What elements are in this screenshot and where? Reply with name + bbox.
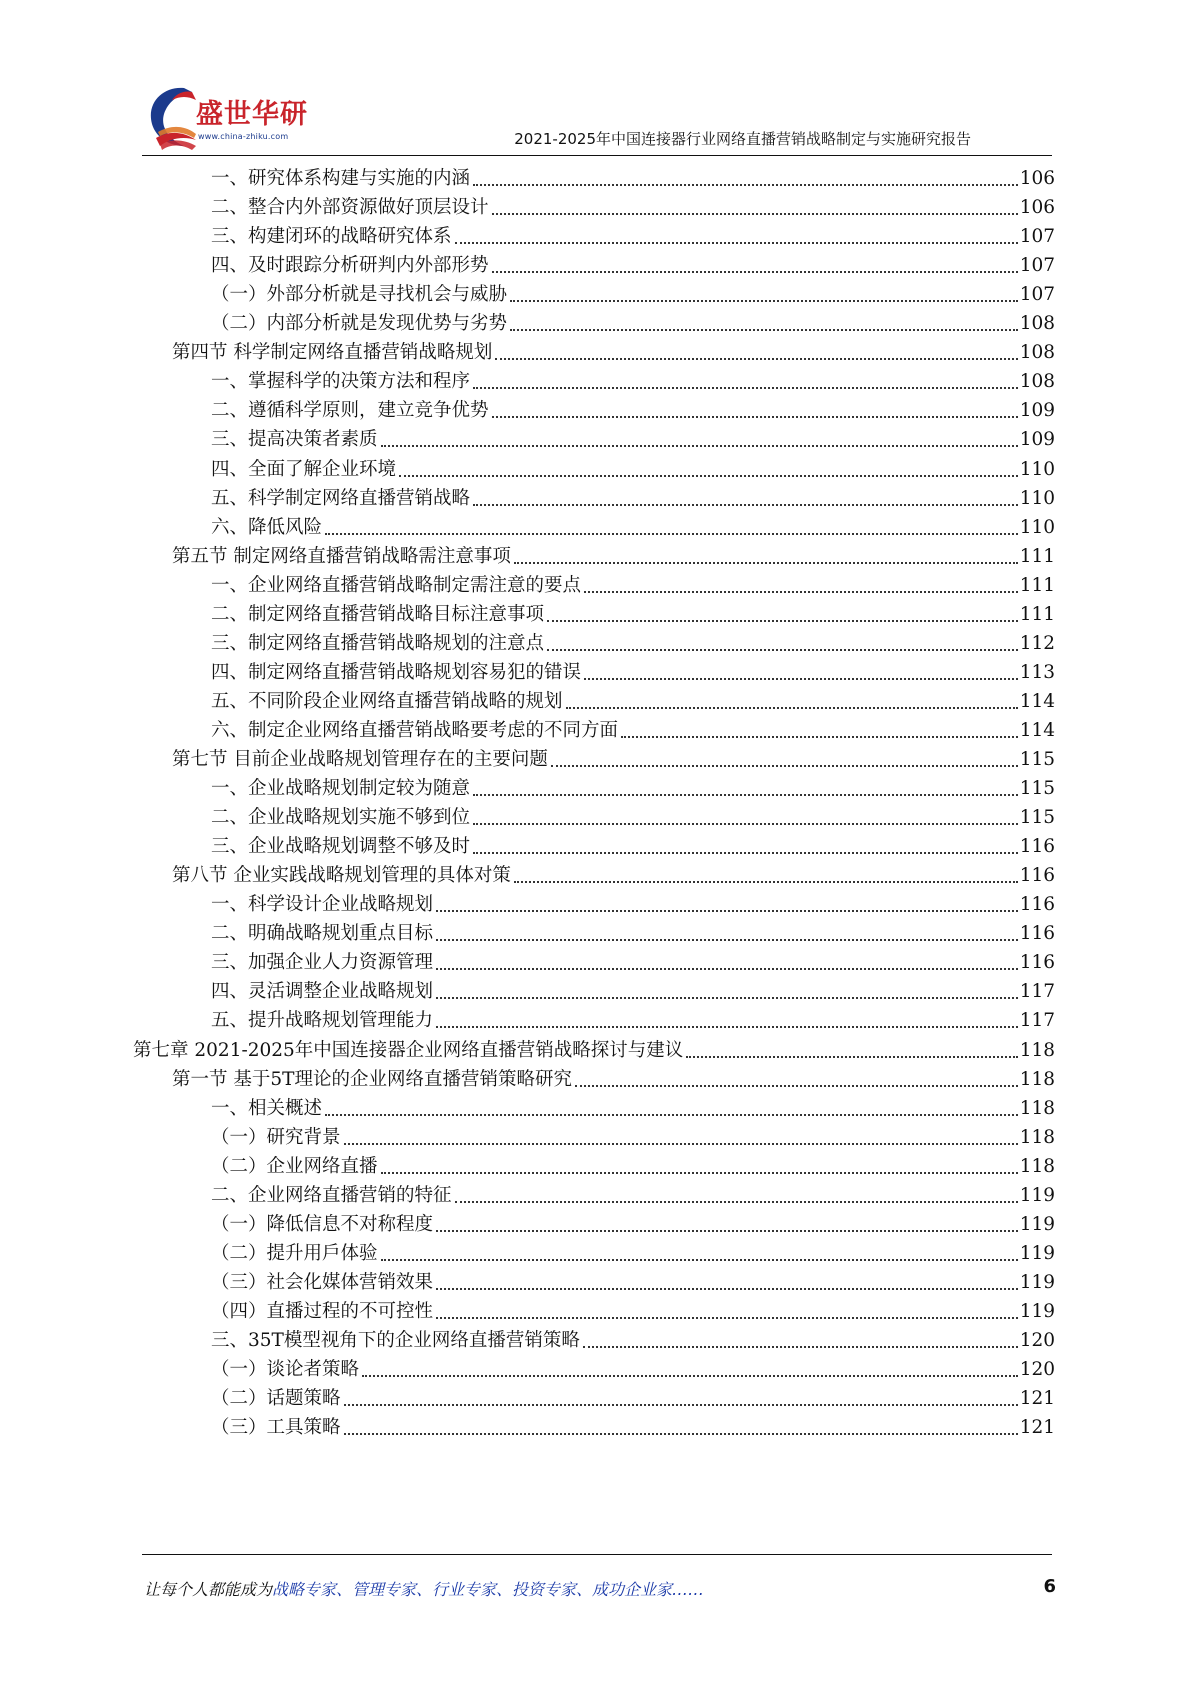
toc-entry[interactable] xyxy=(211,1264,1055,1295)
toc-entry-page: 110 xyxy=(1019,516,1055,538)
toc-dot-leader xyxy=(436,968,1018,970)
toc-entry-title: 第四节 科学制定网络直播营销战略规划 xyxy=(172,342,493,364)
document-title: 2021-2025年中国连接器行业网络直播营销战略制定与实施研究报告 xyxy=(514,130,971,148)
toc-dot-leader xyxy=(551,765,1018,767)
toc-entry[interactable] xyxy=(211,160,1055,191)
toc-entry-title: （三）工具策略 xyxy=(211,1417,341,1439)
toc-entry-title: 第五节 制定网络直播营销战略需注意事项 xyxy=(172,545,511,567)
toc-entry-page: 116 xyxy=(1019,952,1055,974)
toc-entry-page: 118 xyxy=(1019,1097,1055,1119)
toc-entry-page: 115 xyxy=(1019,749,1055,770)
header-divider xyxy=(142,155,1052,156)
toc-entry-title: 一、科学设计企业战略规划 xyxy=(211,894,434,916)
toc-dot-leader xyxy=(436,939,1018,941)
toc-entry-title: 一、相关概述 xyxy=(211,1097,323,1119)
toc-entry[interactable] xyxy=(211,915,1055,946)
toc-entry-page: 111 xyxy=(1019,545,1055,567)
toc-dot-leader xyxy=(381,1172,1018,1174)
toc-dot-leader xyxy=(344,1143,1018,1145)
toc-entry-title: 二、企业战略规划实施不够到位 xyxy=(211,807,471,829)
toc-entry-page: 119 xyxy=(1019,1184,1055,1206)
toc-entry-page: 111 xyxy=(1019,603,1055,625)
footer-slogan xyxy=(144,1577,1054,1603)
toc-entry-page: 117 xyxy=(1019,981,1055,1003)
toc-entry[interactable] xyxy=(211,218,1055,249)
toc-entry[interactable] xyxy=(211,886,1055,917)
toc-entry-title: 五、提升战略规划管理能力 xyxy=(211,1010,434,1032)
footer-divider xyxy=(142,1554,1052,1555)
toc-dot-leader xyxy=(686,1056,1017,1058)
toc-entry-title: （一）研究背景 xyxy=(211,1126,341,1148)
footer-roles: 战略专家、管理专家、行业专家、投资专家、成功企业家…… xyxy=(272,1580,705,1599)
toc-entry-page: 119 xyxy=(1019,1242,1055,1264)
toc-dot-leader xyxy=(510,329,1018,331)
toc-entry-title: 二、遵循科学原则，建立竞争优势 xyxy=(211,400,489,422)
toc-dot-leader xyxy=(473,852,1018,854)
toc-entry-title: （二）话题策略 xyxy=(211,1388,341,1410)
toc-dot-leader xyxy=(514,881,1018,883)
toc-entry-page: 115 xyxy=(1019,807,1055,829)
toc-entry-page: 108 xyxy=(1019,342,1055,364)
toc-dot-leader xyxy=(399,475,1018,477)
toc-entry[interactable] xyxy=(211,1322,1055,1353)
toc-entry[interactable] xyxy=(211,1409,1055,1440)
toc-dot-leader xyxy=(436,1026,1018,1028)
toc-dot-leader xyxy=(492,271,1018,273)
toc-entry-page: 121 xyxy=(1019,1388,1055,1410)
toc-dot-leader xyxy=(455,1201,1018,1203)
toc-entry-page: 120 xyxy=(1019,1359,1055,1381)
toc-entry[interactable] xyxy=(211,712,1055,743)
toc-dot-leader xyxy=(473,184,1018,186)
toc-dot-leader xyxy=(547,649,1018,651)
toc-entry[interactable] xyxy=(172,857,1055,888)
toc-entry-title: 第七章 2021-2025年中国连接器企业网络直播营销战略探讨与建议 xyxy=(133,1039,684,1061)
toc-entry-title: 二、制定网络直播营销战略目标注意事项 xyxy=(211,603,545,625)
toc-entry-page: 120 xyxy=(1019,1330,1055,1351)
toc-entry-title: 一、企业网络直播营销战略制定需注意的要点 xyxy=(211,574,582,596)
toc-entry[interactable] xyxy=(211,770,1055,801)
toc-entry-page: 107 xyxy=(1019,255,1055,277)
toc-entry-title: 三、提高决策者素质 xyxy=(211,429,378,451)
toc-entry-page: 108 xyxy=(1019,313,1055,335)
page-number: 6 xyxy=(1043,1576,1056,1597)
toc-entry[interactable] xyxy=(211,944,1055,975)
toc-dot-leader xyxy=(495,358,1017,360)
toc-entry-title: （二）内部分析就是发现优势与劣势 xyxy=(211,313,508,335)
toc-entry-title: （二）提升用戶体验 xyxy=(211,1242,378,1264)
toc-dot-leader xyxy=(514,562,1018,564)
toc-entry[interactable] xyxy=(172,538,1055,569)
toc-entry-page: 118 xyxy=(1019,1068,1055,1090)
toc-entry-page: 108 xyxy=(1019,371,1055,393)
toc-dot-leader xyxy=(583,1346,1018,1348)
toc-dot-leader xyxy=(621,736,1018,738)
toc-dot-leader xyxy=(436,1288,1018,1290)
toc-dot-leader xyxy=(436,1230,1018,1232)
toc-entry[interactable] xyxy=(211,973,1055,1004)
toc-entry-title: 六、制定企业网络直播营销战略要考虑的不同方面 xyxy=(211,719,619,741)
toc-entry[interactable] xyxy=(211,654,1055,685)
toc-entry-title: 五、科学制定网络直播营销战略 xyxy=(211,487,471,509)
toc-dot-leader xyxy=(436,910,1018,912)
toc-entry-title: （三）社会化媒体营销效果 xyxy=(211,1271,434,1293)
toc-entry-page: 119 xyxy=(1019,1271,1055,1293)
toc-entry-page: 107 xyxy=(1019,226,1055,248)
toc-entry[interactable] xyxy=(211,305,1055,336)
toc-entry[interactable] xyxy=(211,799,1055,830)
toc-entry-page: 114 xyxy=(1019,719,1055,741)
toc-entry-title: （二）企业网络直播 xyxy=(211,1155,378,1177)
toc-entry[interactable] xyxy=(211,1380,1055,1411)
footer-lead: 让每个人都能成为 xyxy=(144,1580,273,1599)
toc-entry[interactable] xyxy=(211,1177,1055,1208)
toc-entry-page: 114 xyxy=(1019,690,1055,712)
toc-entry-page: 107 xyxy=(1019,284,1055,306)
toc-entry-page: 110 xyxy=(1019,458,1055,480)
toc-dot-leader xyxy=(584,591,1018,593)
toc-entry[interactable] xyxy=(211,596,1055,627)
toc-entry[interactable] xyxy=(211,1235,1055,1266)
toc-entry-title: 第八节 企业实践战略规划管理的具体对策 xyxy=(172,865,511,887)
toc-entry-page: 121 xyxy=(1019,1417,1055,1439)
toc-entry-page: 113 xyxy=(1019,661,1055,683)
toc-dot-leader xyxy=(473,504,1018,506)
toc-entry-title: 二、明确战略规划重点目标 xyxy=(211,923,434,945)
toc-entry-page: 109 xyxy=(1019,400,1055,422)
toc-entry[interactable] xyxy=(172,334,1055,365)
toc-entry[interactable] xyxy=(211,625,1055,656)
toc-dot-leader xyxy=(492,416,1018,418)
toc-entry[interactable] xyxy=(211,1206,1055,1237)
toc-entry-page: 118 xyxy=(1019,1039,1055,1061)
logo-name: 盛世华研 xyxy=(196,99,308,130)
toc-entry-page: 118 xyxy=(1019,1155,1055,1177)
toc-dot-leader xyxy=(547,620,1018,622)
toc-entry[interactable] xyxy=(211,1148,1055,1179)
toc-entry-title: 三、35T模型视角下的企业网络直播营销策略 xyxy=(211,1330,580,1351)
toc-entry-page: 106 xyxy=(1019,197,1055,219)
toc-entry-title: 三、企业战略规划调整不够及时 xyxy=(211,836,471,858)
toc-entry-title: 四、及时跟踪分析研判内外部形势 xyxy=(211,255,489,277)
toc-entry-title: 第一节 基于5T理论的企业网络直播营销策略研究 xyxy=(172,1068,572,1090)
toc-entry-page: 115 xyxy=(1019,778,1055,800)
toc-entry-page: 116 xyxy=(1019,836,1055,858)
toc-entry[interactable] xyxy=(211,189,1055,220)
toc-entry[interactable] xyxy=(172,1061,1055,1092)
toc-entry[interactable] xyxy=(211,392,1055,423)
toc-entry[interactable] xyxy=(211,567,1055,598)
toc-entry-page: 109 xyxy=(1019,429,1055,451)
toc-entry-title: 二、整合内外部资源做好顶层设计 xyxy=(211,197,489,219)
toc-dot-leader xyxy=(436,997,1018,999)
toc-entry-page: 117 xyxy=(1019,1010,1055,1032)
toc-entry-title: （四）直播过程的不可控性 xyxy=(211,1300,434,1322)
toc-dot-leader xyxy=(362,1375,1018,1377)
toc-entry[interactable] xyxy=(211,1293,1055,1324)
toc-entry[interactable] xyxy=(211,1002,1055,1033)
toc-entry-title: 一、企业战略规划制定较为随意 xyxy=(211,778,471,800)
toc-entry-title: 三、构建闭环的战略研究体系 xyxy=(211,226,452,248)
toc-entry[interactable] xyxy=(211,276,1055,307)
toc-dot-leader xyxy=(566,707,1018,709)
toc-entry[interactable] xyxy=(211,451,1055,482)
toc-entry-title: 二、企业网络直播营销的特征 xyxy=(211,1184,452,1206)
toc-entry-page: 112 xyxy=(1019,632,1055,654)
toc-entry[interactable] xyxy=(211,421,1055,452)
toc-dot-leader xyxy=(473,387,1018,389)
toc-entry-title: 三、加强企业人力资源管理 xyxy=(211,952,434,974)
toc-dot-leader xyxy=(584,678,1018,680)
toc-dot-leader xyxy=(325,1114,1018,1116)
toc-entry-page: 118 xyxy=(1019,1126,1055,1148)
toc-entry-title: 五、不同阶段企业网络直播营销战略的规划 xyxy=(211,690,563,712)
toc-entry-page: 116 xyxy=(1019,894,1055,916)
toc-entry[interactable] xyxy=(211,1351,1055,1382)
toc-entry[interactable] xyxy=(211,247,1055,278)
toc-entry-title: 一、掌握科学的决策方法和程序 xyxy=(211,371,471,393)
toc-entry-title: 四、灵活调整企业战略规划 xyxy=(211,981,434,1003)
toc-entry-title: （一）降低信息不对称程度 xyxy=(211,1213,434,1235)
toc-dot-leader xyxy=(325,533,1018,535)
toc-entry[interactable] xyxy=(172,741,1055,772)
toc-entry[interactable] xyxy=(211,683,1055,714)
toc-entry[interactable] xyxy=(211,509,1055,540)
toc-dot-leader xyxy=(575,1085,1018,1087)
toc-dot-leader xyxy=(510,300,1018,302)
toc-entry-title: 四、制定网络直播营销战略规划容易犯的错误 xyxy=(211,661,582,683)
toc-entry[interactable] xyxy=(211,363,1055,394)
toc-entry-page: 111 xyxy=(1019,574,1055,596)
toc-dot-leader xyxy=(455,242,1018,244)
toc-entry[interactable] xyxy=(211,480,1055,511)
toc-dot-leader xyxy=(492,213,1018,215)
toc-entry-page: 119 xyxy=(1019,1300,1055,1322)
toc-dot-leader xyxy=(473,823,1018,825)
toc-entry-title: 六、降低风险 xyxy=(211,516,323,538)
toc-entry-title: 四、全面了解企业环境 xyxy=(211,458,397,480)
toc-dot-leader xyxy=(473,794,1018,796)
toc-entry[interactable] xyxy=(211,1119,1055,1150)
toc-dot-leader xyxy=(344,1404,1018,1406)
toc-dot-leader xyxy=(381,1259,1018,1261)
toc-entry-page: 110 xyxy=(1019,487,1055,509)
page-header xyxy=(0,0,1191,160)
toc-entry-title: 三、制定网络直播营销战略规划的注意点 xyxy=(211,632,545,654)
toc-entry[interactable] xyxy=(211,828,1055,859)
toc-entry-title: 第七节 目前企业战略规划管理存在的主要问题 xyxy=(172,749,548,770)
toc-dot-leader xyxy=(436,1317,1018,1319)
toc-entry-page: 119 xyxy=(1019,1213,1055,1235)
toc-entry-page: 106 xyxy=(1019,168,1055,189)
logo-url: www.china-zhiku.com xyxy=(198,132,289,141)
toc-entry-title: 一、研究体系构建与实施的内涵 xyxy=(211,168,471,189)
toc-entry[interactable] xyxy=(211,1090,1055,1121)
toc-dot-leader xyxy=(381,445,1018,447)
toc-entry-page: 116 xyxy=(1019,865,1055,887)
toc-entry-title: （一）谈论者策略 xyxy=(211,1359,360,1381)
toc-entry-page: 116 xyxy=(1019,923,1055,945)
toc-entry[interactable] xyxy=(133,1032,1055,1063)
toc-dot-leader xyxy=(344,1433,1018,1435)
toc-entry-title: （一）外部分析就是寻找机会与威胁 xyxy=(211,284,508,306)
